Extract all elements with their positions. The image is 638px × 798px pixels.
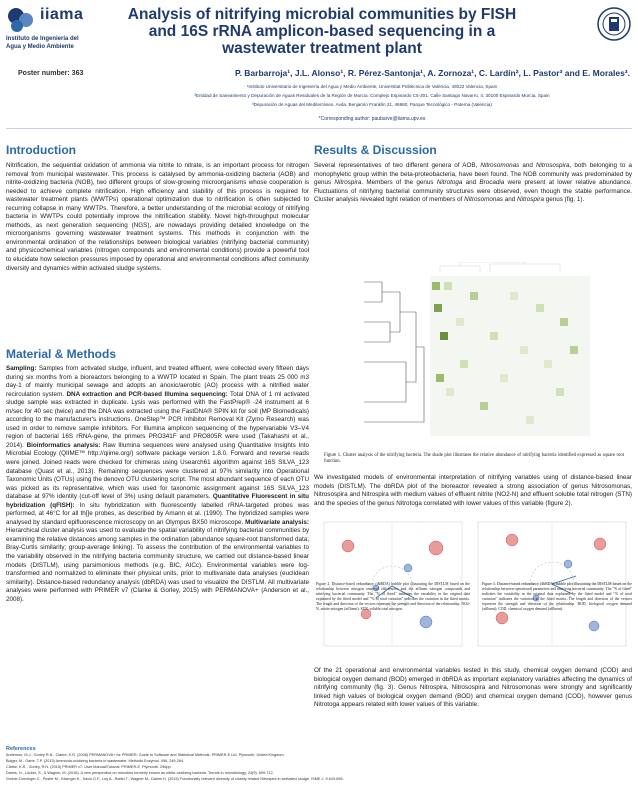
r1a: Several representatives of two different genera of AOB, [314,162,481,169]
reference-item: Clarke, K.R., Gorley, R.N. (2015) PRIMER v7: User Manual/Tutorial. PRIMER-E, Plymouth. 296pp. [6,765,172,769]
r1e: , both belonging to a monophyletic group within the beta-proteobacteria, have been found. The NOB community was predominated by genus [314,162,632,187]
qfish-label: Quantitative Fluorescent in situ hybridization (qFISH): [6,493,309,509]
r1h: Nitrotoga [436,179,463,187]
r1i: and [462,179,480,187]
r1f: Nitrospira [334,179,362,187]
university-seal-icon [596,6,632,42]
dna-text: Total DNA of 1 ml activated sludge sample was extracted in duplicate. Lysis was performed with the FastPrep® -24 instrument at 6 m/sec for 40 sec (twice) and the DNA was extracted using the FastDNA® SPIN kit for soil (MP Biomedicals) according to the manufacturer's instructions. OneStep™ PCR Inhibitor Removal Kit (Zymo Research) was used in order to remove sample inhibitors. For Illumina amplicon sequencing of the hypervariable V3–V4 region of bacterial 16S rRNA-gene, the primers PRO341F and PRO805R were used (Takahashi et al., 2014). [6,390,309,449]
figure-1-shade-plot [360,262,600,448]
multivariate-label: Multivariate analysis: [245,518,309,526]
r1g: . Members of the genus [361,179,437,187]
reference-item: Gruber-Dorninger C., Pester M., Kitzinger K., Savio D.F., Loy A., Rattei T., Wagner M., Daims H. (2015) Functionally relevant diversity of closely related Nitrospira in activated sludge. ISME J. 9 643-655. [6,777,344,781]
introduction-text: Nitrification, the sequential oxidation of ammonia via nitrite to nitrate, is an important process for nitrogen removal from municipal wastewater. This process is catalysed by ammonia-oxidizing bacteria (AOB) and nitrite-oxidizing bacteria (NOB), two different groups of slow-growing microorganisms whose cooperation is needed to achieve complete nitrification. High efficiency and stability of this process is required for wastewater treatment plants (WWTPs) operational optimization due to nitrification is often subjected to recurring collapse in many WWTPs. Therefore, a better understanding of the microbial ecology of nitrifying bacteria in WWTPs could potentially improve the nitrification stability. Novel high-throughput molecular methods, as next generation sequencing (NGS), are nowadays providing detailed knowledge on the microorganisms governing wastewater treatment systems. This methods in conjunction with the environmental ordination of the relationships between biological variables (nitrifying bacterial community) and physicochemical variables (nitrogen compounds and environmental conditions) provide a powerful tool to elucidate how selection pressures imposed by operational and environmental conditions affect community diversity and dynamics within activated sludge systems. [6,162,309,272]
results-paragraph-2: We investigated models of environmental interpretation of nitrifying variables using of distance-based linear models (DISTLM). The dbRDA plot of the bioreactor revealed a strong association of genus Nitrosomonas, Nitrosospira and Nitrospira with medium values of effluent nitrite (NO2-N) and effluent soluble total nitrogen (STN) and the species of the genus Nitrotoga correlated with lower values of this variable (figure 2). [314,474,632,507]
header-divider [6,128,632,129]
logo-subtitle-line2: Agua y Medio Ambiente [6,44,74,50]
affiliation-1: ¹Instituto Universitario de Ingeniería del Agua y Medio Ambiente, Universitat Politècnica de València, 46022 Valencia, Spain [246,84,498,89]
bioinformatics-label: Bioinformatics analysis: [26,441,101,449]
figure-3-caption: Figure 3. Distance-based redundancy (dbRDA) bubble plot illustrating the DISTLM based on the relationship between operational parameters and nitrifying bacterial community. The "% of fitted" indicates the variability in the original data explained by the fitted model and "% of total variation" indicates the variation in the fitted matrix. The length and direction of the vectors represent the strength and direction of the relationship. BOD, biological oxygen demand (affluent); COD, chemical oxygen demand (affluent). [482,582,632,612]
poster-header [0,0,638,150]
sampling-label: Sampling: [6,365,37,372]
r1l: Nitrosomonas [464,196,504,204]
top-dendrogram [440,262,560,272]
contact-email: *Corresponding author: paubarve@iiama.upv.es [318,116,426,122]
methods-text [6,365,309,604]
authors-line: P. Barbarroja¹, J.L. Alonso¹, R. Pérez-Santonja¹, A. Zornoza¹, C. Lardín², L. Pastor³ and E. Morales³. [235,68,630,78]
r1m: and [503,196,518,204]
reference-item: Anderson, M.J., Gorley R.N., Clarke, K.R. (2008) PERMANOVA+ for PRIMER: Guide to Software and Statistical Methods. PRIMER-E Ltd, Plymouth, United Kingdom. [6,753,285,757]
results-paragraph-1 [314,162,632,205]
figure-1-caption: Figure 1. Cluster analysis of the nitrifying bacteria. The shade plot illustrates the relative abundance of nitrifying bacteria identified expressed as square root function. [324,453,624,465]
methods-heading: Material & Methods [6,347,117,361]
figure-2-caption: Figure 2. Distance-based redundancy (dbRDA) bubble plot illustrating the DISTLM based on the relationship between nitrogen removal efficiencies and the affluent nitrogen compounds and nitrifying bacterial community. The "% of fitted" indicates the variability in the original data explained by the fitted model and "% of total variation" indicates the variation in the fitted matrix. The length and direction of the vectors represent the strength and direction of the relationship. NO2-N, nitrite nitrogen (affluent); STN, soluble total nitrogen. [316,582,470,612]
r1c: and [519,162,536,169]
introduction-heading: Introduction [6,143,76,157]
multivariate-text: Hierarchical cluster analysis was used to evaluate the spatial variability of nitrifying bacterial communities by examining the relative distances among samples in the ordination (abundance square-root transformed data; Bray-Curtis similarity; group-average linking). To assess the contribution of the environmental variables to the variability observed in the nitrifying bacteria community structure, we carried out distance-based linear models (DISTLM), using parsimonious methods (e.g. BIC, AICc). Environmental variables were log-transformed and normalized to eliminate their physical units, prior to multivariate data analyses (euclidean similarity). Distance-based redundancy analysis (dbRDA) was used to visualize the DISTLM. All multivariate analyses were performed with PRIMER v7 (Clarke & Gorley, 2015) with PERMANOVA+ (Anderson et al., 2008). [6,527,309,603]
bioinformatics-text: Raw Illumina sequences were analysed using Quantitative Insights Into Microbial Ecology (QIIME™ http://qiime.org/) software package version 1.8.0. Forward and reverse reads were joined. Joined reads were checked for chimeras using Usearch61 algorithm against 16S SILVA_123 database (Quast et al., 2013). Remaining sequences were clustered at 97% similarity into Operational Taxonomic Units (OTUs) using the denovo OTU clustering script. The most abundant sequence of each OTU was picked as its representative, which was used for taxonomic assignment against 16S SILVA_123 database at 97% identity (cut-off level of 3%) using default parameters. [6,441,309,501]
r1o: genus (fig. 1). [543,196,585,204]
sampling-text: Samples from activated sludge, influent, and treated effluent, were collected every fifteen days during six months from a bioreactors belonging to a WWTP located in Spain. The plant treats 25 000 m3 day-1 of mainly municipal sewage and adopts an anoxic/aerobic (AO) process with a nitrified water recirculation system. [6,365,309,398]
r1k: were present at lower relative abundance. Fluctuations of nitrifying bacterial community structures were observed, even though the stable performance. Cluster analysis revealed tight relation of members of [314,179,632,204]
logo-brand: iiama [40,6,84,23]
reference-item: Bolger, M., Garte, T.P. (2015) Ammonia-oxidizing bacteria in wastewater. Methods Enzymol. 496, 249-264. [6,759,185,763]
heatmap-cells [430,276,590,436]
results-heading: Results & Discussion [314,143,437,157]
r1d: Nitrosospira [535,162,570,169]
r1n: Nitrospira [517,196,544,204]
reference-item: Daims, H., Lücker, S., & Wagner, M. (2016). A new perspective on microbes formerly known as nitrite-oxidizing bacteria. Trends in microbiology, 24(9), 699-712. [6,771,274,775]
affiliation-3: ³Depuración de Aguas del Mediterráneo. Avda. Benjamín Franklin 21, 46980, Parque Tecnológico - Paterna (Valencia) [252,102,492,107]
poster-number: Poster number: 363 [18,70,84,77]
dendrogram [364,282,424,422]
results-paragraph-3: Of the 21 operational and environmental variables tested in this study, chemical oxygen demand (COD) and biological oxygen demand (BOD) emerged in dbRDA as important explanatory variables affecting the dynamics of nitrifying community (fig. 3). Genus Nitrospira, Nitrosospira and Nitrosomonas were strongly and significantly linked high values of biological oxygen demand (BOD) and chemical oxygen demand (COD), however genus Nitrotoga appears related with lower values of this variable. [314,667,632,709]
references-heading: References [6,746,36,752]
shade-plot-graphic [360,262,600,448]
r1j: Brocadia [479,179,505,187]
qfish-text: In situ hybridization with fluorescently labelled rRNA-targeted probes was performed, at 46°C for all th[]e probes, as described by Amann et al. (1990). The hybridized samples were analysed by standard epifluorescence microscopy on an Olympus BX50 microscope. [6,501,309,526]
institute-logo [4,4,114,52]
dna-label: DNA extraction and PCR-based Illumina sequencing: [66,390,228,398]
logo-subtitle-line1: Instituto de Ingeniería del [6,36,79,42]
affiliation-2: ²Entidad de Saneamiento y Depuración de Aguas Residuales de la Región de Murcia. Complejo Espinardo C5-301, Calle Santiago Navarro, 4, 30100 Espinardo Murcia, Spain [194,93,550,98]
r1b: Nitrosomonas [480,162,520,169]
iiama-logo-icon [6,6,36,34]
poster-title: Analysis of nitrifying microbial communities by FISH and 16S rRNA amplicon-based sequencing in a wastewater treatment plant [127,6,517,57]
